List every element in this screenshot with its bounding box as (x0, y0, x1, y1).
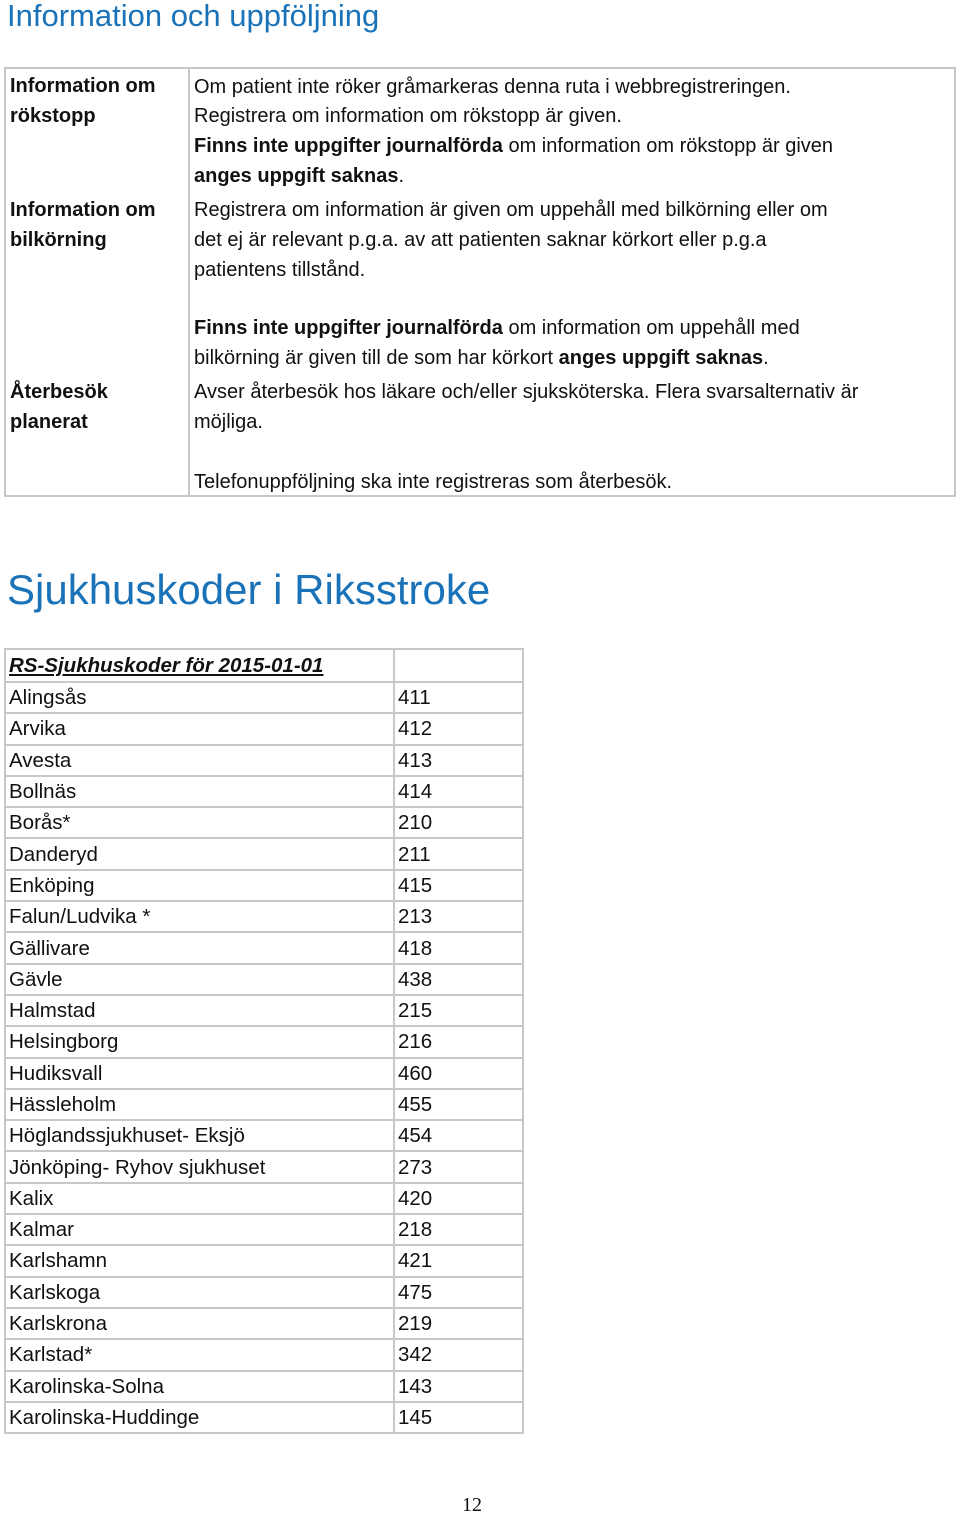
hospital-code: 143 (394, 1371, 523, 1402)
hospital-code: 414 (394, 776, 523, 807)
text-span: . (398, 165, 405, 187)
hospital-name: Gällivare (5, 932, 394, 963)
table-row (5, 807, 523, 838)
table-row (5, 901, 523, 932)
table-row (5, 1308, 523, 1339)
hospital-name: Helsingborg (5, 1026, 394, 1057)
hospital-code: 215 (394, 995, 523, 1026)
hospital-code: 218 (394, 1214, 523, 1245)
hospital-name: Avesta (5, 745, 394, 776)
hospital-code: 342 (394, 1339, 523, 1370)
hospital-code: 455 (394, 1089, 523, 1120)
table-row (5, 1339, 523, 1370)
label-line: rökstopp (10, 105, 96, 127)
hospital-name: Jönköping- Ryhov sjukhuset (5, 1151, 394, 1182)
hospital-code: 413 (394, 745, 523, 776)
text-line-9 (194, 343, 769, 373)
section-title: Sjukhuskoder i Riksstroke (7, 566, 491, 613)
page-number: 12 (462, 1494, 482, 1516)
hospital-code: 421 (394, 1245, 523, 1276)
table-row (5, 870, 523, 901)
hospital-code: 411 (394, 682, 523, 713)
hospital-code: 415 (394, 870, 523, 901)
hospital-code: 454 (394, 1120, 523, 1151)
text-line-5: Registrera om information är given om uppehåll med bilkörning eller om (194, 199, 828, 221)
text-line-10: Avser återbesök hos läkare och/eller sjuksköterska. Flera svarsalternativ är (194, 381, 859, 403)
table-row (5, 838, 523, 869)
hospital-name: Kalmar (5, 1214, 394, 1245)
hospital-code: 438 (394, 964, 523, 995)
table-row (5, 1183, 523, 1214)
column-divider (188, 69, 190, 495)
hospital-code: 211 (394, 838, 523, 869)
label-line: planerat (10, 411, 88, 433)
text-line-12: Telefonuppföljning ska inte registreras som återbesök. (194, 471, 673, 493)
hospital-name: Enköping (5, 870, 394, 901)
bold-text: Finns inte uppgifter journalförda (194, 135, 503, 157)
hospital-code: 420 (394, 1183, 523, 1214)
hospital-name: Höglandssjukhuset- Eksjö (5, 1120, 394, 1151)
hospital-name: Karolinska-Huddinge (5, 1402, 394, 1433)
hospital-code: 145 (394, 1402, 523, 1433)
hospital-name: Karlshamn (5, 1245, 394, 1276)
hospital-code: 213 (394, 901, 523, 932)
text-span: om information om uppehåll med (502, 317, 800, 339)
table-row (5, 995, 523, 1026)
text-line-4 (194, 161, 404, 191)
hospital-code: 273 (394, 1151, 523, 1182)
table-row (5, 1277, 523, 1308)
table-row (5, 964, 523, 995)
hospital-code: 219 (394, 1308, 523, 1339)
info-table (4, 67, 956, 497)
hospital-name: Falun/Ludvika * (5, 901, 394, 932)
label-line: bilkörning (10, 229, 107, 251)
text-line-3 (194, 131, 833, 161)
hospital-code-table (4, 648, 524, 1434)
table-row (5, 1214, 523, 1245)
hospital-name: Hässleholm (5, 1089, 394, 1120)
hospital-name: Kalix (5, 1183, 394, 1214)
hospital-name: Karolinska-Solna (5, 1371, 394, 1402)
table-row (5, 1089, 523, 1120)
hospital-code: 210 (394, 807, 523, 838)
table-row (5, 1120, 523, 1151)
text-line-6: det ej är relevant p.g.a. av att patienten saknar körkort eller p.g.a (194, 229, 767, 251)
bold-text: anges uppgift saknas (558, 347, 764, 369)
hospital-code: 412 (394, 713, 523, 744)
text-line-7: patientens tillstånd. (194, 259, 366, 281)
hospital-name: Borås* (5, 807, 394, 838)
table-header-empty (394, 649, 523, 682)
table-row (5, 1151, 523, 1182)
hospital-code: 475 (394, 1277, 523, 1308)
table-row (5, 745, 523, 776)
hospital-name: Bollnäs (5, 776, 394, 807)
label-line: Återbesök (10, 381, 108, 403)
table-row (5, 1245, 523, 1276)
hospital-name: Alingsås (5, 682, 394, 713)
table-row (5, 1402, 523, 1433)
hospital-name: Gävle (5, 964, 394, 995)
label-rokstopp (10, 71, 156, 131)
hospital-code: 460 (394, 1058, 523, 1089)
bold-text: anges uppgift saknas (194, 165, 399, 187)
text-line-1: Om patient inte röker gråmarkeras denna ruta i webbregistreringen. (194, 76, 791, 98)
table-row (5, 1058, 523, 1089)
table-header-row (5, 649, 523, 682)
text-line-2: Registrera om information om rökstopp är given. (194, 105, 622, 127)
hospital-name: Karlskoga (5, 1277, 394, 1308)
hospital-name: Danderyd (5, 838, 394, 869)
hospital-name: Karlskrona (5, 1308, 394, 1339)
hospital-name: Arvika (5, 713, 394, 744)
bold-text: Finns inte uppgifter journalförda (194, 317, 503, 339)
table-row (5, 776, 523, 807)
label-aterbesok (10, 377, 108, 437)
label-bilkorning (10, 195, 156, 255)
table-row (5, 932, 523, 963)
label-line: Information om (10, 75, 156, 97)
page-title: Information och uppföljning (7, 0, 380, 33)
table-row (5, 682, 523, 713)
text-span: bilkörning är given till de som har körkort (194, 347, 559, 369)
table-row (5, 1026, 523, 1057)
table-row (5, 1371, 523, 1402)
label-line: Information om (10, 199, 156, 221)
hospital-code: 418 (394, 932, 523, 963)
hospital-name: Hudiksvall (5, 1058, 394, 1089)
table-header: RS-Sjukhuskoder för 2015-01-01 (5, 649, 394, 682)
text-span: . (763, 347, 769, 369)
text-span: om information om rökstopp är given (502, 135, 834, 157)
text-line-8 (194, 313, 800, 343)
hospital-name: Karlstad* (5, 1339, 394, 1370)
table-row (5, 713, 523, 744)
hospital-code: 216 (394, 1026, 523, 1057)
text-line-11: möjliga. (194, 411, 263, 433)
hospital-name: Halmstad (5, 995, 394, 1026)
